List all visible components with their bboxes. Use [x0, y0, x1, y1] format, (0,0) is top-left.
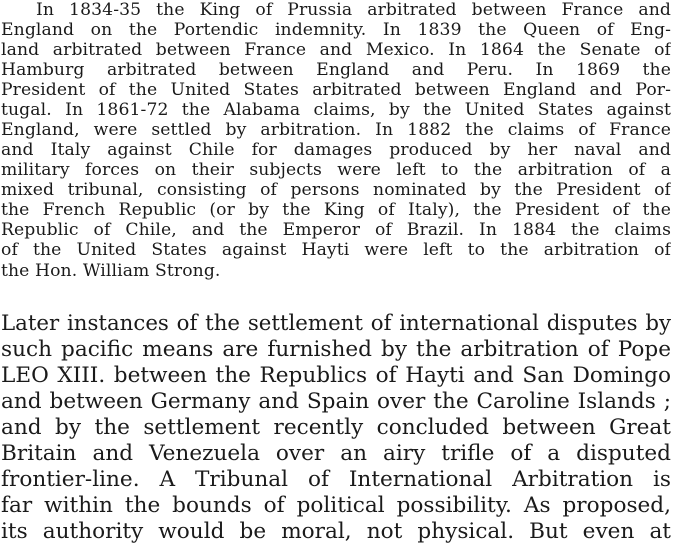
paragraph-line: military forces on their subjects were left to the arbitration of a — [1, 160, 671, 180]
paragraph-line: mixed tribunal, consisting of persons nominated by the President of — [1, 180, 671, 200]
paragraph-line: England, were settled by arbitration. In 1882 the claims of France — [1, 120, 671, 140]
paragraph-line: the Hon. William Strong. — [1, 261, 221, 281]
paragraph-line: land arbitrated between France and Mexico. In 1864 the Senate of — [1, 40, 671, 60]
paragraph-line: of the United States against Hayti were left to the arbitration of — [1, 240, 671, 260]
paragraph-line: Republic of Chile, and the Emperor of Brazil. In 1884 the claims — [1, 220, 671, 240]
paragraph-line: and between Germany and Spain over the Caroline Islands ; — [1, 389, 671, 414]
paragraph-line: In 1834-35 the King of Prussia arbitrated between France and — [36, 0, 671, 20]
paragraph-line: its authority would be moral, not physical. But even at — [1, 519, 671, 544]
paragraph-line: Britain and Venezuela over an airy trifle of a disputed — [1, 441, 671, 466]
paragraph-line: President of the United States arbitrated between England and Por- — [1, 80, 671, 100]
paragraph-line: tugal. In 1861-72 the Alabama claims, by the United States against — [1, 100, 671, 120]
paragraph-line: the French Republic (or by the King of Italy), the President of the — [1, 200, 671, 220]
paragraph-line: frontier-line. A Tribunal of International Arbitration is — [1, 467, 671, 492]
paragraph-line: such pacific means are furnished by the arbitration of Pope — [1, 337, 671, 362]
paragraph-line: Later instances of the settlement of international disputes by — [1, 311, 671, 336]
paragraph-line: far within the bounds of political possibility. As proposed, — [1, 493, 671, 518]
paragraph-line: England on the Portendic indemnity. In 1839 the Queen of Eng- — [1, 20, 671, 40]
paragraph-line: LEO XIII. between the Republics of Hayti and San Domingo — [1, 363, 671, 388]
paragraph-line: and by the settlement recently concluded between Great — [1, 415, 671, 440]
paragraph-line: and Italy against Chile for damages produced by her naval and — [1, 140, 671, 160]
paragraph-line: Hamburg arbitrated between England and Peru. In 1869 the — [1, 60, 671, 80]
